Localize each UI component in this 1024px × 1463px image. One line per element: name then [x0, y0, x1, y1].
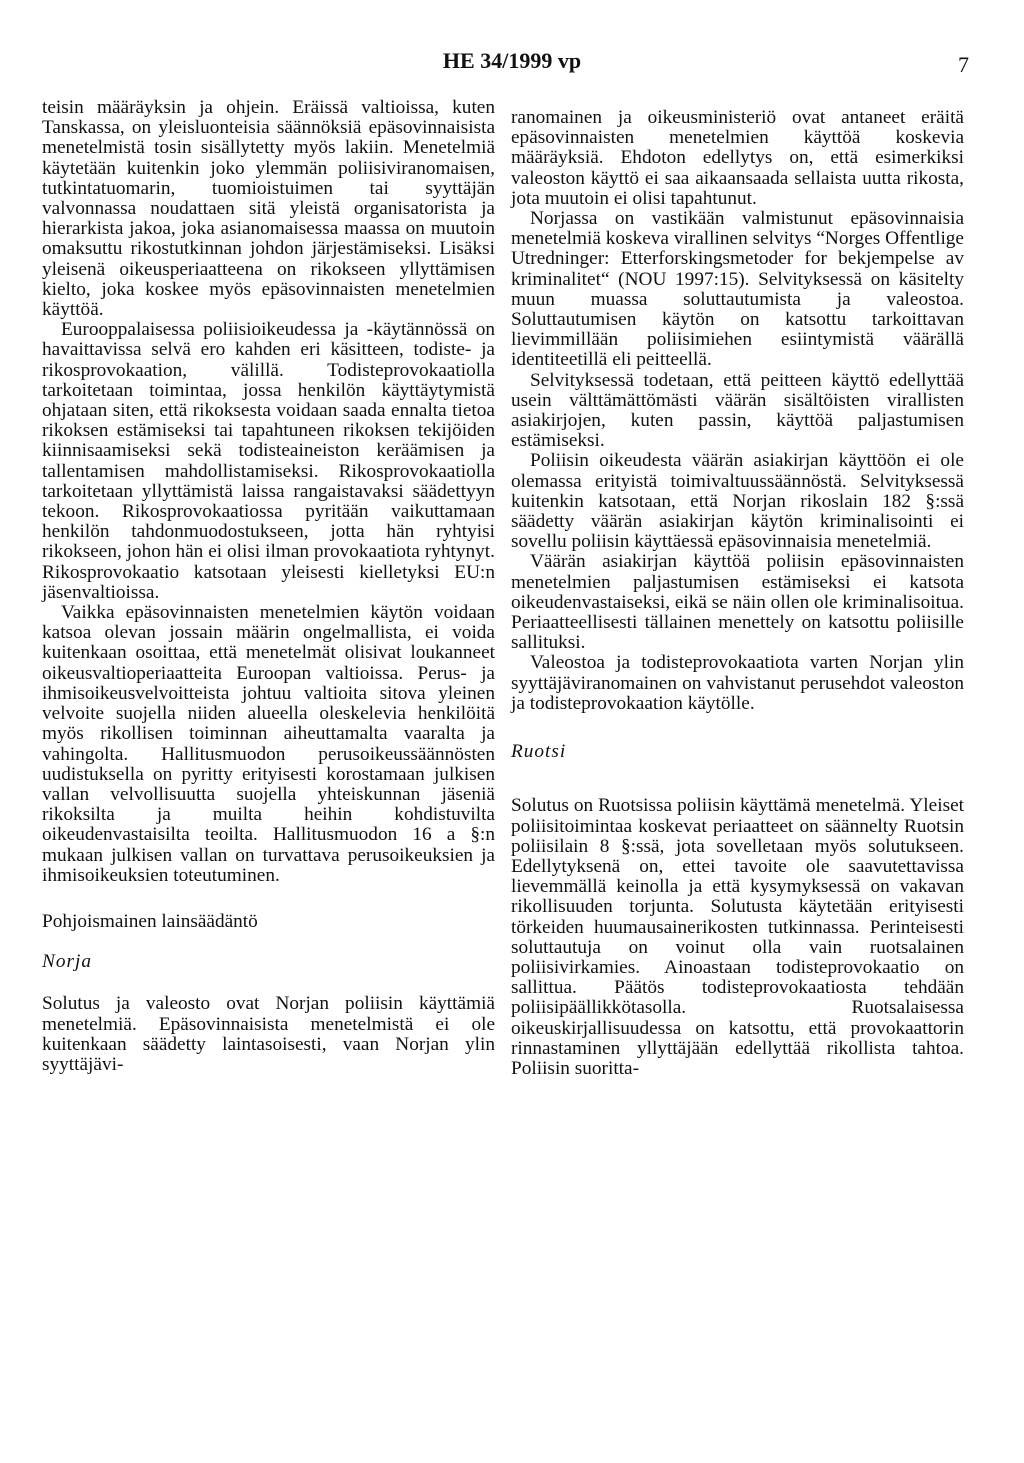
- paragraph: Väärän asiakirjan käyttöä poliisin epäsovinnaisten menetelmien paljastumisen estämiseksi ei katsota oikeudenvastaiseksi, eikä se näin ollen ole kriminalisoitua. Periaatteellisesti tällainen menettely on katsottu poliisille sallituksi.: [511, 551, 964, 654]
- left-column: [42, 98, 495, 1075]
- subsection-heading: Ruotsi: [511, 741, 567, 763]
- paragraph: ranomainen ja oikeusministeriö ovat antaneet eräitä epäsovinnaisten menetelmien käyttöä koskevia määräyksiä. Ehdoton edellytys on, että esimerkiksi valeoston käyttö ei saa aikaansaada sellaista uutta rikosta, jota muutoin ei olisi tapahtunut.: [511, 107, 964, 209]
- paragraph: Solutus ja valeosto ovat Norjan poliisin käyttämiä menetelmiä. Epäsovinnaisista menetelmistä ei ole kuitenkaan säädetty laintasoisesti, vaan Norjan ylin syyttäjävi-: [42, 993, 495, 1075]
- running-head: HE 34/1999 vp: [442, 48, 582, 73]
- paragraph: Norjassa on vastikään valmistunut epäsovinnaisia menetelmiä koskeva virallinen selvitys “Norges Offentlige Utredninger: Etterforskingsmetoder for bekjempelse av kriminalitet“ (NOU 1997:15). Selvityksessä on käsitelty muun muassa soluttautumista ja valeostoa. Soluttautumisen käytön on katsottu tarkoittavan lievimmillään poliisimiehen esiintymistä väärällä identiteetillä eli peitteellä.: [511, 208, 964, 371]
- section-heading: Pohjoismainen lainsäädäntö: [42, 910, 258, 932]
- paragraph: Vaikka epäsovinnaisten menetelmien käytön voidaan katsoa olevan jossain määrin ongelmallista, ei voida kuitenkaan osoittaa, että menetelmät olisivat loukanneet oikeusvaltioperiaatteita Euroopan valtioissa. Perus- ja ihmisoikeusvelvoitteista johtuu valtioita sitova yleinen velvoite suojella niiden alueella oleskelevia henkilöitä myös rikollisen toiminnan aiheuttamalta vaaralta ja vahingolta. Hallitusmuodon perusoikeussäännösten uudistuksella on pyritty erityisesti korostamaan julkisen vallan velvollisuutta suojella yhteiskunnan jäseniä rikoksilta ja muilta heihin kohdistuvilta oikeudenvastaisilta teoilta. Hallitusmuodon 16 a §:n mukaan julkisen vallan on turvattava perusoikeuksien ja ihmisoikeuksien toteutuminen.: [42, 602, 495, 886]
- paragraph: Poliisin oikeudesta väärän asiakirjan käyttöön ei ole olemassa erityistä toimivaltuussäännöstä. Selvityksessä kuitenkin katsotaan, että Norjan rikoslain 182 §:ssä säädetty väärän asiakirjan käytön kriminalisointi ei sovellu poliisin käyttäessä epäsovinnaisia menetelmiä.: [511, 450, 964, 553]
- paragraph: Valeostoa ja todisteprovokaatiota varten Norjan ylin syyttäjäviranomainen on vahvistanut perusehdot valeoston ja todisteprovokaation käytölle.: [511, 652, 964, 714]
- paragraph: Eurooppalaisessa poliisioikeudessa ja -käytännössä on havaittavissa selvä ero kahden eri käsitteen, todiste- ja rikosprovokaation, välillä. Todisteprovokaatiolla tarkoitetaan toimintaa, jossa henkilön käyttäytymistä ohjataan siten, että rikoksesta voidaan saada ennalta tietoa rikoksen estämiseksi tai tapahtuneen rikoksen tekijöiden kiinnisaamiseksi sekä todisteaineiston keräämisen ja tallentamisen mahdollistamiseksi. Rikosprovokaatiolla tarkoitetaan yllyttämistä laissa rangaistavaksi säädettyyn tekoon. Rikosprovokaatiossa pyritään vaikuttamaan henkilön tahdonmuodostukseen, jotta hän ryhtyisi rikokseen, johon hän ei olisi ilman provokaatiota ryhtynyt. Rikosprovokaatio katsotaan yleisesti kielletyksi EU:n jäsenvaltioissa.: [42, 319, 495, 603]
- paragraph: Selvityksessä todetaan, että peitteen käyttö edellyttää usein välttämättömästi väärän sisältöisten virallisten asiakirjojen, kuten passin, käyttöä paljastumisen estämiseksi.: [511, 369, 964, 452]
- page-number: 7: [958, 52, 969, 77]
- right-column: [511, 108, 964, 1079]
- paragraph: Solutus on Ruotsissa poliisin käyttämä menetelmä. Yleiset poliisitoimintaa koskevat periaatteet on säännelty Ruotsin poliisilain 8 §:ssä, jota sovelletaan myös solutukseen. Edellytyksenä on, ettei tavoite ole saavutettavissa lievemmällä keinolla ja että kysymyksessä on vakavan rikollisuuden torjunta. Solutusta käytetään erityisesti törkeiden huumausainerikosten tutkinnassa. Perinteisesti soluttautuja on voinut olla vain ruotsalainen poliisivirkamies. Ainoastaan todisteprovokaatio on sallittua. Päätös todisteprovokaatiosta tehdään poliisipäällikkötasolla. Ruotsalaisessa oikeuskirjallisuudessa on katsottu, että provokaattorin rinnastaminen yllyttäjään edellyttää rikollista tahtoa. Poliisin suoritta-: [511, 795, 964, 1079]
- paragraph: teisin määräyksin ja ohjein. Eräissä valtioissa, kuten Tanskassa, on yleisluonteisia säännöksiä epäsovinnaisista menetelmistä tosin sisällytetty myös lakiin. Menetelmiä käytetään kuitenkin joko ylemmän poliisiviranomaisen, tutkintatuomarin, tuomioistuimen tai syyttäjän valvonnassa noudattaen sitä yleistä organisatorista ja hierarkista jakoa, joka asianomaisessa maassa on muutoin omaksuttu rikostutkinnan johdon järjestämiseksi. Lisäksi yleisenä oikeusperiaatteena on rikokseen yllyttämisen kielto, joka koskee myös epäsovinnaisten menetelmien käyttöä.: [42, 97, 495, 321]
- subsection-heading: Norja: [42, 951, 93, 973]
